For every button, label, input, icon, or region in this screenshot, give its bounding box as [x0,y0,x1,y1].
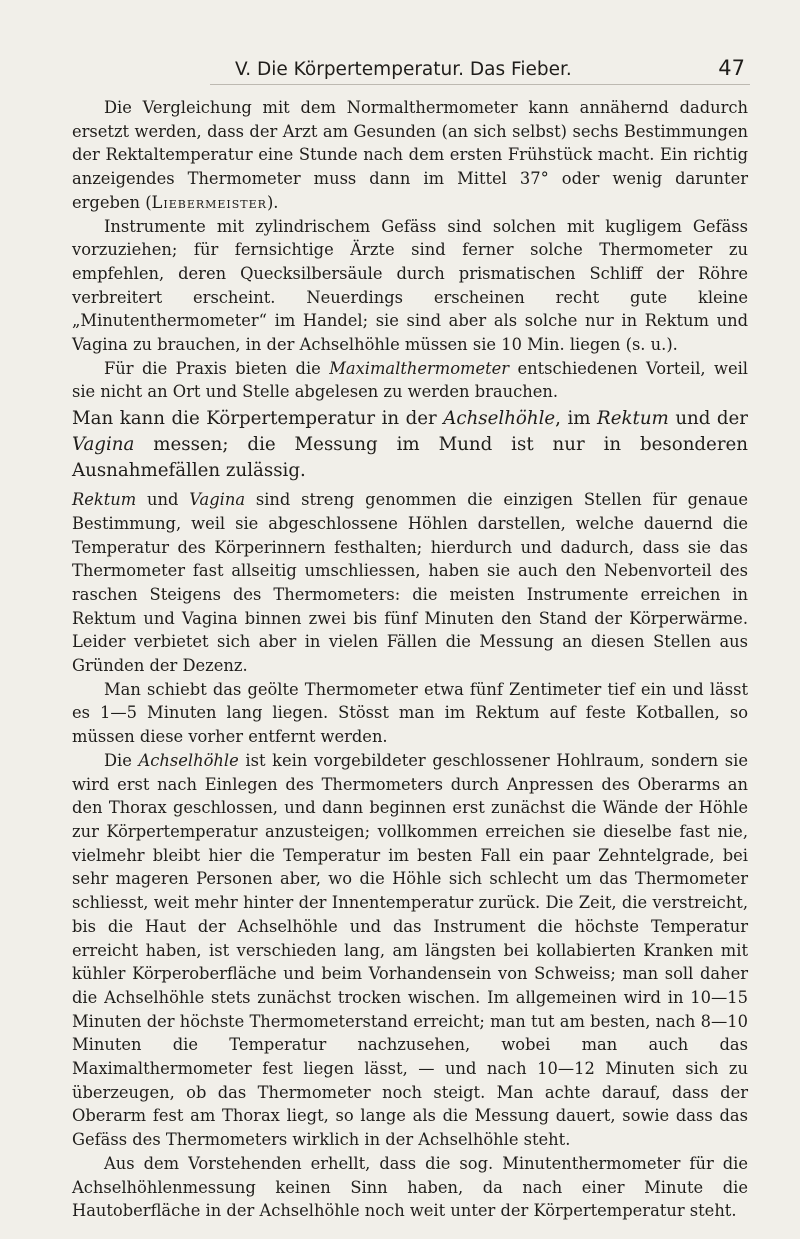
header-rule [210,84,750,85]
chapter-title: V. Die Körpertemperatur. Das Fieber. [235,59,572,80]
term-vagina: Vagina [72,434,135,456]
term-maximalthermometer: Maximalthermometer [329,358,510,378]
author-name: Liebermeister [151,192,267,212]
term-rektum: Rektum [597,408,669,430]
paragraph-6: Man schiebt das geölte Thermometer etwa fünf Zentimeter tief ein und lässt es 1—5 Minuten lang liegen. Stösst man im Rektum auf feste Kotballen, so müssen diese vorher entfernt werden. [72,679,748,747]
paragraph-4: Man kann die Körpertemperatur in der Achselhöhle, im Rektum und der Vagina messen; die Messung im Mund ist nur in besonderen Ausnahmefällen zulässig. [72,408,748,482]
running-header [235,56,745,80]
paragraph-1: Die Vergleichung mit dem Normalthermometer kann annähernd dadurch ersetzt werden, dass der Arzt am Gesunden (an sich selbst) sechs Bestimmungen der Rektaltemperatur eine Stunde nach dem ersten Frühstück macht. Ein richtig anzeigendes Thermometer muss dann im Mittel 37° oder wenig darunter ergeben (Liebermeister). [72,98,748,212]
paragraph-2: Instrumente mit zylindrischem Gefäss sind solchen mit kugligem Gefäss vorzuziehen; für fernsichtige Ärzte sind ferner solche Thermometer zu empfehlen, deren Quecksilbersäule durch prismatischen Schliff der Röhre verbreitert erscheint. Neuerdings erscheinen recht gute kleine „Minutenthermometer“ im Handel; sie sind aber als solche nur in Rektum und Vagina zu brauchen, in der Achselhöhle müssen sie 10 Min. liegen (s. u.). [72,216,748,355]
paragraph-8: Aus dem Vorstehenden erhellt, dass die sog. Minutenthermometer für die Achselhöhlenmessung keinen Sinn haben, da nach einer Minute die Hautoberfläche in der Achselhöhle noch weit unter der Körpertemperatur steht. [72,1153,748,1221]
page-number: 47 [718,56,745,80]
paragraph-7: Die Achselhöhle ist kein vorgebildeter geschlossener Hohlraum, sondern sie wird erst nach Einlegen des Thermometers durch Anpressen des Oberarms an den Thorax geschlossen, und dann beginnen erst zunächst die Wände der Höhle zur Körpertemperatur anzusteigen; vollkommen erreichen sie dieselbe fast nie, vielmehr bleibt hier die Temperatur im besten Fall ein paar Zehntelgrade, bei sehr mageren Personen aber, wo die Höhle sich schlecht um das Thermometer schliesst, weit mehr hinter der Innentemperatur zurück. Die Zeit, die verstreicht, bis die Haut der Achselhöhle und das Instrument die höchste Temperatur erreicht haben, ist verschieden lang, am längsten bei kollabierten Kranken mit kühler Körperoberfläche und beim Vorhandensein von Schweiss; man soll daher die Achselhöhle stets zunächst trocken wischen. Im allgemeinen wird in 10—15 Minuten der höchste Thermometerstand erreicht; man tut am besten, nach 8—10 Minuten die Temperatur nachzusehen, wobei man auch das Maximalthermometer fest liegen lässt, — und nach 10—12 Minuten sich zu überzeugen, ob das Thermometer noch steigt. Man achte darauf, dass der Oberarm fest am Thorax liegt, so lange als die Messung dauert, sowie dass das Gefäss des Thermometers wirklich in der Achselhöhle steht. [72,750,748,1150]
paragraph-5: Rektum und Vagina sind streng genommen die einzigen Stellen für genaue Bestimmung, weil sie abgeschlossene Höhlen darstellen, welche dauernd die Temperatur des Körperinnern festhalten; hierdurch und dadurch, dass sie das Thermometer fast allseitig umschliessen, haben sie auch den Nebenvorteil des raschen Steigens des Thermometers: die meisten Instrumente erreichen in Rektum und Vagina binnen zwei bis fünf Minuten den Stand der Körperwärme. Leider verbietet sich aber in vielen Fällen die Messung an diesen Stellen aus Gründen der Dezenz. [72,490,748,676]
paragraph-3: Für die Praxis bieten die Maximalthermometer entschiedenen Vorteil, weil sie nicht an Ort und Stelle abgelesen zu werden brauchen. [72,358,748,402]
body-text [72,96,748,1223]
term-achselhoehle: Achselhöhle [443,408,556,430]
